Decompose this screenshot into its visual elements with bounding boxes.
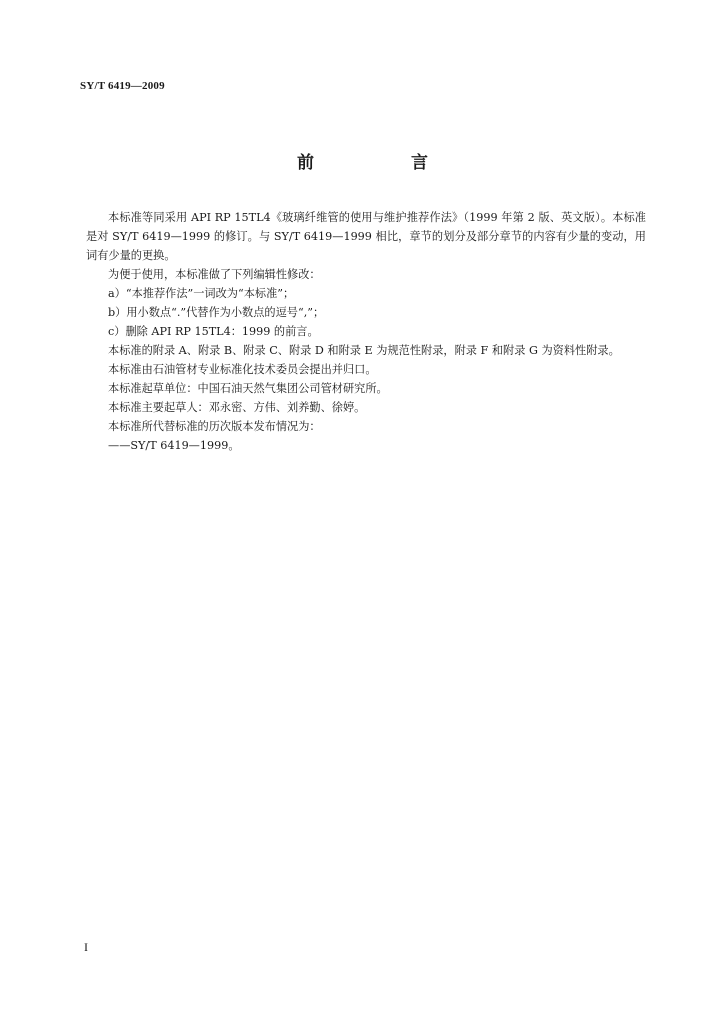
- paragraph-editorial-intro: 为便于使用，本标准做了下列编辑性修改：: [108, 268, 321, 281]
- foreword-body: [86, 208, 646, 455]
- document-code: SY/T 6419—2009: [80, 80, 165, 92]
- paragraph-drafters: 本标准主要起草人：邓永密、方伟、刘养勤、徐婷。: [108, 401, 366, 414]
- paragraph-history-intro: 本标准所代替标准的历次版本发布情况为：: [108, 420, 321, 433]
- list-item-b: b）用小数点“.”代替作为小数点的逗号“,”；: [108, 306, 325, 319]
- page-title: 前 言: [297, 153, 468, 173]
- paragraph-proposer: 本标准由石油管材专业标准化技术委员会提出并归口。: [108, 363, 377, 376]
- paragraph-adoption: 本标准等同采用 API RP 15TL4《玻璃纤维管的使用与维护推荐作法》（1999 年第 2 版、英文版）。本标准是对 SY/T 6419—1999 的修订。与 SY/T 6419—1999 相比，章节的划分及部分章节的内容有少量的变动，用词有少量的更换。: [86, 211, 646, 262]
- paragraph-history-item: ——SY/T 6419—1999。: [108, 439, 240, 452]
- paragraph-annexes: 本标准的附录 A、附录 B、附录 C、附录 D 和附录 E 为规范性附录，附录 F 和附录 G 为资料性附录。: [108, 344, 620, 357]
- list-item-a: a）“本推荐作法”一词改为“本标准”；: [108, 287, 295, 300]
- page-number: I: [84, 940, 88, 954]
- paragraph-drafting-unit: 本标准起草单位：中国石油天然气集团公司管材研究所。: [108, 382, 388, 395]
- list-item-c: c）删除 API RP 15TL4：1999 的前言。: [108, 325, 319, 338]
